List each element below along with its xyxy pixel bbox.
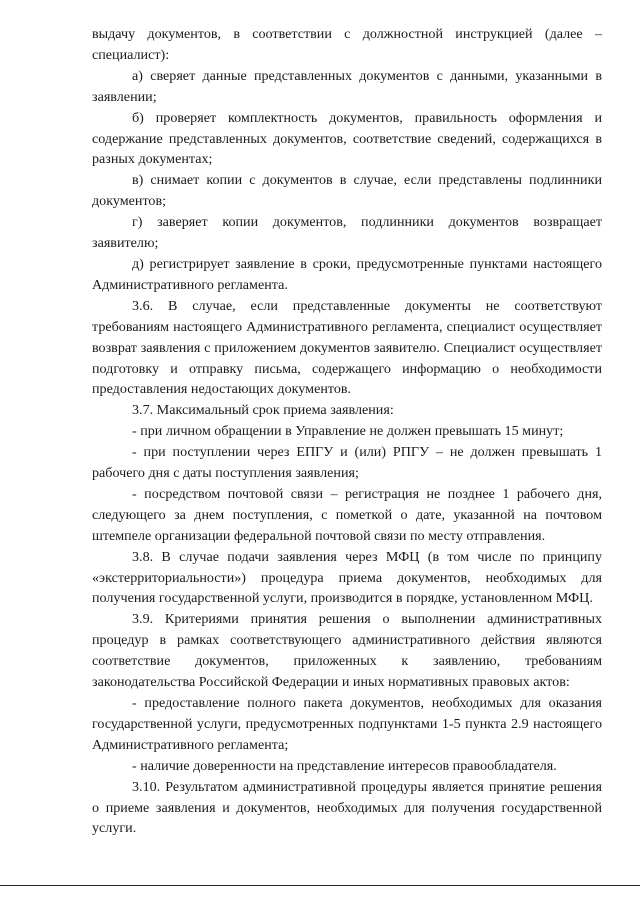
paragraph-item-b: б) проверяет комплектность документов, правильность оформления и содержание представленных документов, соответствие сведений, содержащихся в разных документах;	[92, 109, 602, 168]
paragraph-section-3-10: 3.10. Результатом административной процедуры является принятие решения о приеме заявления и документов, необходимых для получения государственной услуги.	[92, 778, 602, 837]
paragraph-item-g: г) заверяет копии документов, подлинники документов возвращает заявителю;	[92, 214, 602, 252]
paragraph-section-3-9: 3.9. Критериями принятия решения о выполнении административных процедур в рамках соответствующего административного действия являются соответствие документов, приложенных к заявлению, требованиям законодательства Российской Федерации и иных нормативных правовых актов:	[92, 611, 602, 691]
paragraph-section-3-6: 3.6. В случае, если представленные документы не соответствуют требованиям настоящего Административного регламента, специалист осуществляет возврат заявления с приложением документов заявителю. Специалист осуществляет подготовку и отправку письма, содержащего информацию о необходимости предоставления недостающих документов.	[92, 297, 602, 398]
paragraph-item-v: в) снимает копии с документов в случае, если представлены подлинники документов;	[92, 172, 602, 210]
paragraph-term-in-person: - при личном обращении в Управление не должен превышать 15 минут;	[132, 423, 564, 440]
paragraph-term-postal: - посредством почтовой связи – регистрация не позднее 1 рабочего дня, следующего за днем поступления, с пометкой о дате, указанной на почтовом штемпеле организации федеральной почтовой связи по месту отправления.	[92, 485, 602, 544]
bottom-divider-line	[0, 885, 640, 886]
paragraph-criterion-package: - предоставление полного пакета документов, необходимых для оказания государственной услуги, предусмотренных подпунктами 1-5 пункта 2.9 настоящего Административного регламента;	[92, 695, 602, 753]
paragraph-criterion-power-of-attorney: - наличие доверенности на представление интересов правообладателя.	[132, 757, 557, 774]
paragraph-continuation: выдачу документов, в соответствии с должностной инструкцией (далее – специалист):	[92, 26, 602, 63]
paragraph-section-3-7: 3.7. Максимальный срок приема заявления:	[132, 402, 394, 419]
paragraph-item-d: д) регистрирует заявление в сроки, предусмотренные пунктами настоящего Административного регламента.	[92, 255, 602, 293]
paragraph-term-online: - при поступлении через ЕПГУ и (или) РПГУ – не должен превышать 1 рабочего дня с даты поступления заявления;	[92, 444, 602, 482]
paragraph-section-3-8: 3.8. В случае подачи заявления через МФЦ (в том числе по принципу «экстерриториальности») процедура приема документов, необходимых для получения государственной услуги, производится в порядке, установленном МФЦ.	[92, 548, 602, 607]
paragraph-item-a: а) сверяет данные представленных документов с данными, указанными в заявлении;	[92, 67, 602, 105]
